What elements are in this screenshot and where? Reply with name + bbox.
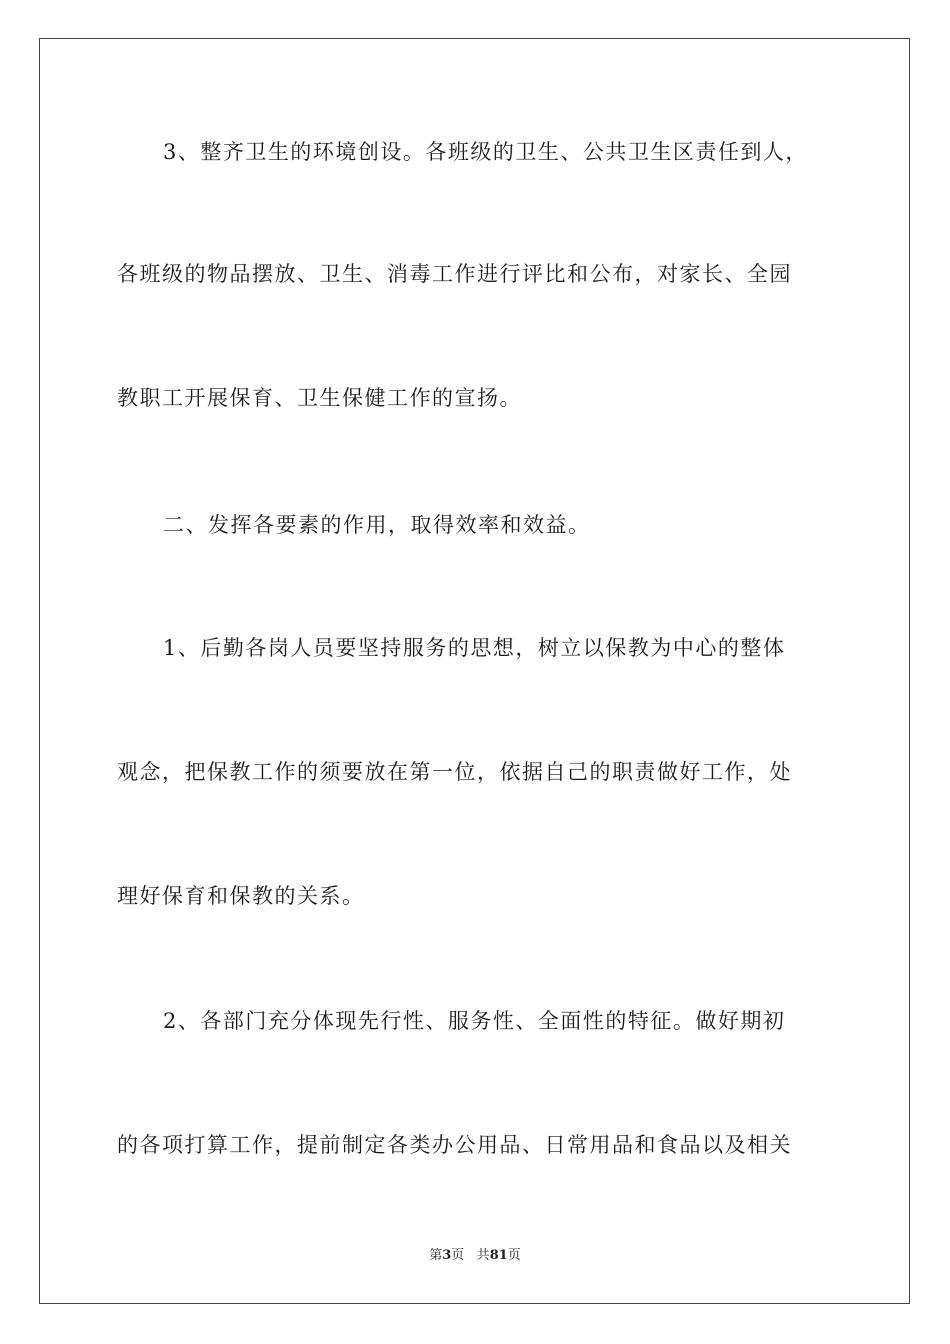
page-label-prefix: 第 (429, 1248, 443, 1263)
paragraph-line: 观念，把保教工作的须要放在第一位，依据自己的职责做好工作，处 (117, 760, 792, 784)
paragraph-line: 的各项打算工作，提前制定各类办公用品、日常用品和食品以及相关 (117, 1133, 792, 1157)
total-pages: 81 (489, 1248, 508, 1263)
total-label-prefix: 共 (476, 1248, 490, 1263)
paragraph-line: 1、后勤各岗人员要坚持服务的思想，树立以保教为中心的整体 (163, 636, 786, 660)
paragraph-line: 各班级的物品摆放、卫生、消毒工作进行评比和公布，对家长、全园 (117, 262, 792, 286)
paragraph-line: 教职工开展保育、卫生保健工作的宣扬。 (117, 386, 522, 410)
paragraph-line: 理好保育和保教的关系。 (117, 884, 365, 908)
section-heading: 二、发挥各要素的作用，取得效率和效益。 (163, 513, 591, 537)
paragraph-line: 3、整齐卫生的环境创设。各班级的卫生、公共卫生区责任到人， (163, 140, 808, 164)
paragraph-line: 2、各部门充分体现先行性、服务性、全面性的特征。做好期初 (163, 1009, 786, 1033)
page-number: 3 (442, 1248, 452, 1263)
total-label-suffix: 页 (507, 1248, 521, 1263)
page-footer (0, 1247, 950, 1265)
page-border (39, 38, 910, 1304)
page-label-suffix: 页 (451, 1248, 465, 1263)
